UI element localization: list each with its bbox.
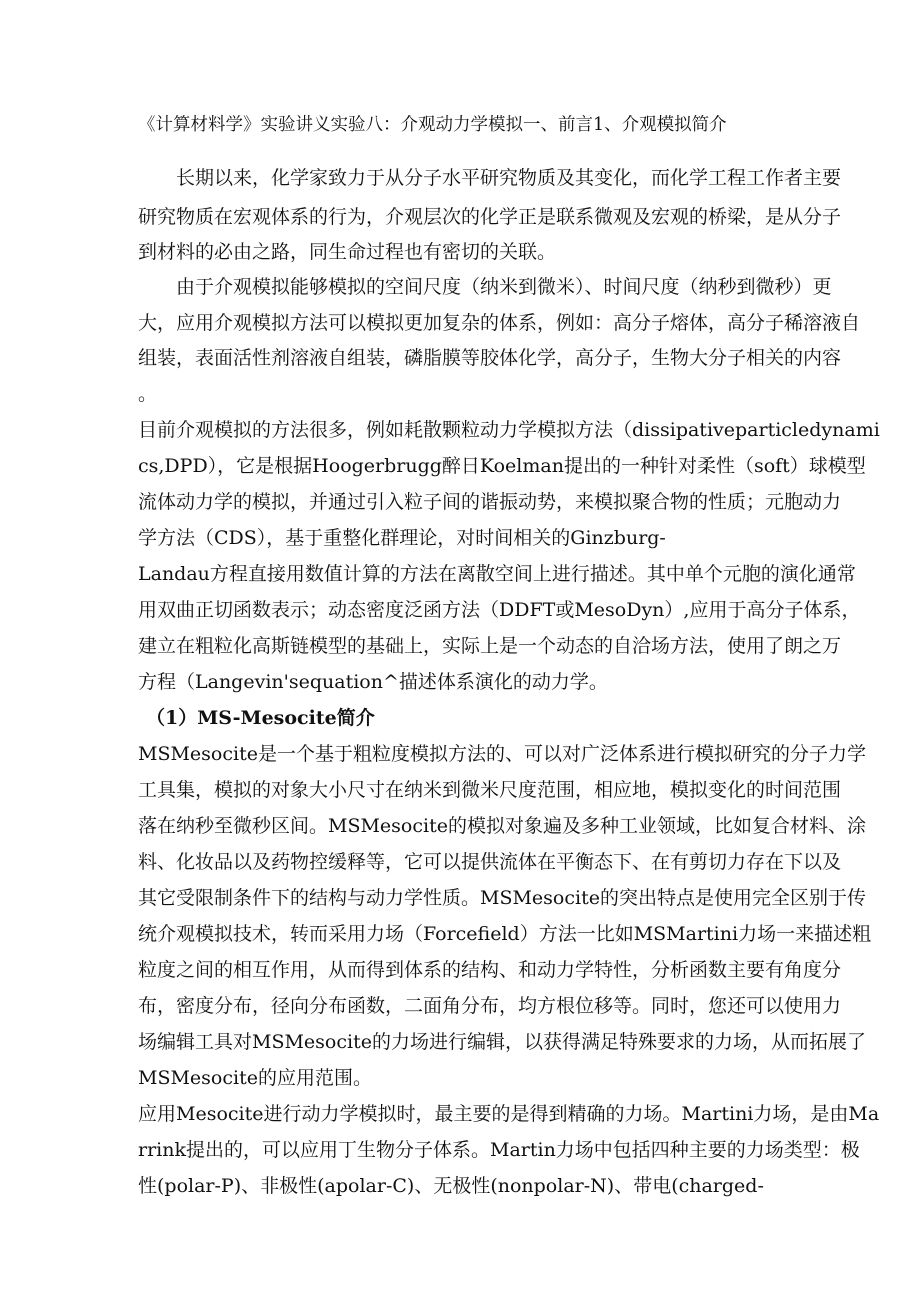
section-heading: （1）MS-Mesocite简介 [146, 707, 375, 729]
paragraph-line: rrink提出的，可以应用丁生物分子体系。Martin力场中包括四种主要的力场类型：极 [138, 1139, 860, 1161]
paragraph-line: 布，密度分布，径向分布函数，二面角分布，均方根位移等。同时，您还可以使用力 [138, 995, 842, 1017]
paragraph-line: 工具集，模拟的对象大小尺寸在纳米到微米尺度范围，相应地，模拟变化的时间范围 [138, 779, 842, 801]
paragraph-line: 大，应用介观模拟方法可以模拟更加复杂的体系，例如：高分子熔体，高分子稀溶液自 [138, 312, 861, 334]
paragraph-line: Landau方程直接用数值计算的方法在离散空间上进行描述。其中单个元胞的演化通常 [138, 563, 856, 585]
paragraph-line: 落在纳秒至微秒区间。MSMesocite的模拟对象遍及多种工业领域，比如复合材料、涂 [138, 815, 866, 837]
document-title: 《计算材料学》实验讲义实验八：介观动力学模拟一、前言1、介观模拟简介 [138, 115, 727, 135]
paragraph-line: 。 [138, 383, 158, 405]
paragraph-line: 粒度之间的相互作用，从而得到体系的结构、和动力学特性，分析函数主要有角度分 [138, 959, 842, 981]
paragraph-line: 由于介观模拟能够模拟的空间尺度（纳米到微米）、时间尺度（纳秒到微秒）更 [176, 276, 832, 298]
paragraph-line: 长期以来，化学家致力于从分子水平研究物质及其变化，而化学工程工作者主要 [176, 167, 842, 189]
paragraph-line: 统介观模拟技术，转而采用力场（Forcefield）方法一比如MSMartini力场一来描述粗 [138, 923, 872, 945]
paragraph-line: 流体动力学的模拟，并通过引入粒子间的谐振动势，来模拟聚合物的性质；元胞动力 [138, 491, 842, 513]
paragraph-line: 到材料的必由之路，同生命过程也有密切的关联。 [138, 241, 557, 263]
paragraph-line: 建立在粗粒化高斯链模型的基础上，实际上是一个动态的自洽场方法，使用了朗之万 [138, 635, 842, 657]
paragraph-line: 学方法（CDS），基于重整化群理论，对时间相关的Ginzburg- [138, 527, 666, 549]
paragraph-line: MSMesocite是一个基于粗粒度模拟方法的、可以对广泛体系进行模拟研究的分子力学 [138, 743, 866, 765]
paragraph-line: MSMesocite的应用范围。 [138, 1067, 372, 1089]
paragraph-line: 用双曲正切函数表示；动态密度泛函方法（DDFT或MesoDyn）,应用于高分子体系， [138, 599, 861, 621]
paragraph-line: 研究物质在宏观体系的行为，介观层次的化学正是联系微观及宏观的桥梁，是从分子 [138, 206, 842, 228]
paragraph-line: 性(polar-P)、非极性(apolar-C)、无极性(nonpolar-N)、带电(charged- [138, 1175, 764, 1197]
paragraph-line: cs,DPD），它是根据Hoogerbrugg醉日Koelman提出的一种针对柔性（soft）球模型 [138, 455, 866, 477]
paragraph-line: 料、化妆品以及药物控缓释等，它可以提供流体在平衡态下、在有剪切力存在下以及 [138, 851, 842, 873]
paragraph-line: 应用Mesocite进行动力学模拟时，最主要的是得到精确的力场。Martini力场，是由Ma [138, 1103, 880, 1125]
paragraph-line: 目前介观模拟的方法很多，例如耗散颗粒动力学模拟方法（dissipativeparticledynami [138, 419, 880, 441]
paragraph-line: 组装，表面活性剂溶液自组装，磷脂膜等胶体化学，高分子，生物大分子相关的内容 [138, 347, 842, 369]
paragraph-line: 其它受限制条件下的结构与动力学性质。MSMesocite的突出特点是使用完全区别于传 [138, 887, 866, 909]
paragraph-line: 方程（Langevin'sequation^描述体系演化的动力学。 [138, 671, 608, 693]
paragraph-line: 场编辑工具对MSMesocite的力场进行编辑，以获得满足特殊要求的力场，从而拓展了 [138, 1031, 866, 1053]
